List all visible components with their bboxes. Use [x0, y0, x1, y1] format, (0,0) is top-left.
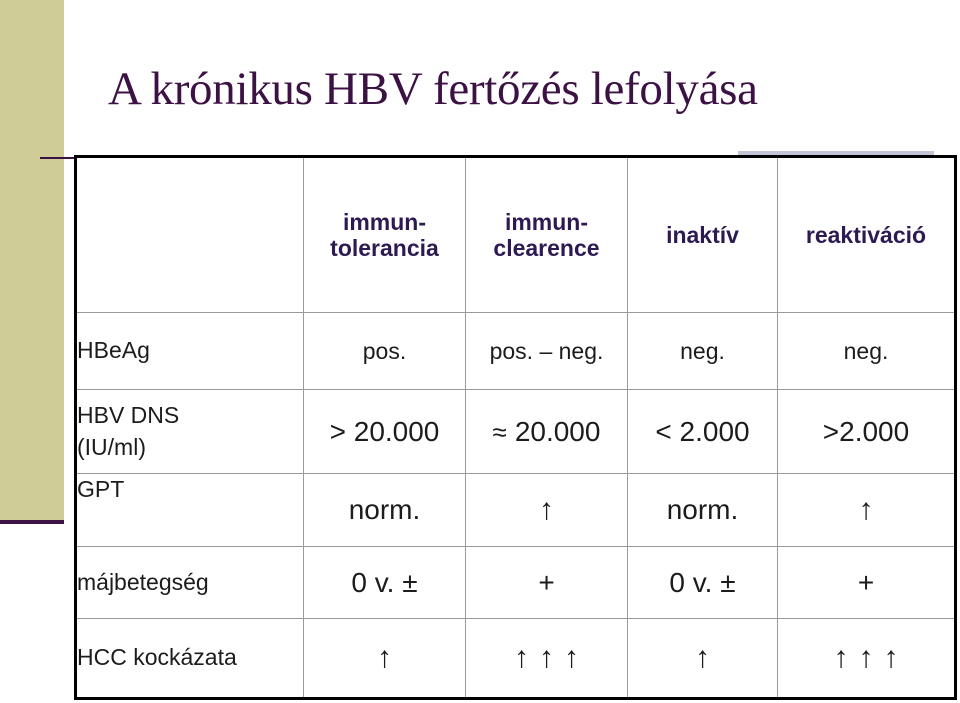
hbvdns-reaktivacio: >2.000: [778, 390, 956, 474]
row-label-hbv-dns: HBV DNS (IU/ml): [76, 390, 304, 474]
up-arrow-icon: ↑: [695, 641, 710, 674]
hcc-immunclearence: [466, 619, 628, 699]
table-row-hcc: [76, 619, 956, 699]
row-label-hcc: HCC kockázata: [76, 619, 304, 699]
table-row-majbetegseg: [76, 547, 956, 619]
decorative-side-bar: [0, 0, 64, 520]
row-label-gpt: GPT: [76, 474, 304, 547]
hbeag-immunclearence: pos. – neg.: [466, 313, 628, 390]
row-label-majbetegseg: májbetegség: [76, 547, 304, 619]
approx-icon: ≈: [492, 416, 507, 447]
header-row: [76, 157, 956, 313]
header-inaktiv: inaktív: [628, 157, 778, 313]
row-label-hbeag: HBeAg: [76, 313, 304, 390]
table-row-hbv-dns: [76, 390, 956, 474]
up-arrow-icon: ↑: [564, 641, 579, 674]
hcc-immuntolerancia: [304, 619, 466, 699]
up-arrow-icon: ↑: [833, 641, 849, 674]
decorative-side-accent: [0, 520, 64, 524]
hbeag-immuntolerancia: pos.: [304, 313, 466, 390]
up-arrow-icon: ↑: [377, 641, 392, 674]
majbetegseg-reaktivacio: +: [778, 547, 956, 619]
header-reaktivacio: reaktiváció: [778, 157, 956, 313]
table-row-gpt: [76, 474, 956, 547]
hbvdns-immunclearence-value: 20.000: [514, 415, 601, 447]
table-row-hbeag: [76, 313, 956, 390]
hbeag-inaktiv: neg.: [628, 313, 778, 390]
gpt-immunclearence: [466, 474, 628, 547]
gpt-inaktiv: norm.: [628, 474, 778, 547]
up-arrow-icon: ↑: [858, 641, 874, 674]
majbetegseg-immuntolerancia: 0 v. ±: [304, 547, 466, 619]
hbeag-reaktivacio: neg.: [778, 313, 956, 390]
hbv-stage-table: [74, 155, 957, 700]
header-empty-cell: [76, 157, 304, 313]
up-arrow-icon: ↑: [514, 641, 529, 674]
majbetegseg-immunclearence: +: [466, 547, 628, 619]
hbvdns-immuntolerancia: > 20.000: [304, 390, 466, 474]
gpt-reaktivacio: [778, 474, 956, 547]
up-arrow-icon: ↑: [883, 641, 899, 674]
header-immunclearence: immun- clearence: [466, 157, 628, 313]
slide-title: A krónikus HBV fertőzés lefolyása: [108, 63, 758, 115]
hcc-inaktiv: [628, 619, 778, 699]
up-arrow-icon: ↑: [858, 493, 874, 526]
up-arrow-icon: ↑: [539, 641, 554, 674]
hcc-reaktivacio: [778, 619, 956, 699]
gpt-immuntolerancia: norm.: [304, 474, 466, 547]
hbvdns-inaktiv: < 2.000: [628, 390, 778, 474]
hbvdns-immunclearence: [466, 390, 628, 474]
majbetegseg-inaktiv: 0 v. ±: [628, 547, 778, 619]
header-immuntolerancia: immun- tolerancia: [304, 157, 466, 313]
up-arrow-icon: ↑: [539, 493, 554, 526]
